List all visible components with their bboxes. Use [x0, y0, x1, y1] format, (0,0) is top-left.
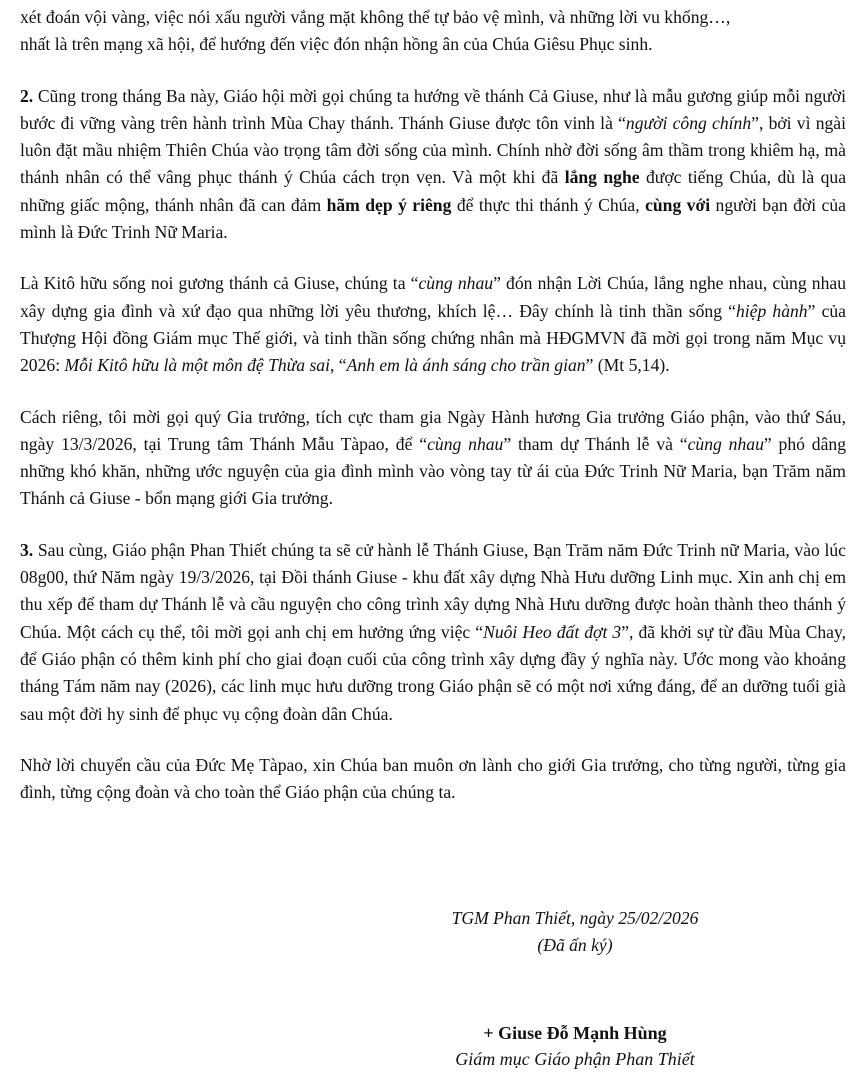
section-number: 3.	[20, 539, 34, 560]
italic-phrase: cùng nhau	[427, 433, 504, 454]
paragraph-pilgrimage	[20, 404, 846, 513]
paragraph-blessing	[20, 752, 846, 807]
text-run: xét đoán vội vàng, việc nói xấu người vắng mặt không thể tự bảo vệ mình, và những lời vu khống…,	[20, 7, 731, 27]
text-run: Sau cùng, Giáo phận Phan Thiết chúng ta sẽ cử hành lễ Thánh Giuse, Bạn Trăm năm Đức Trinh nữ Maria, vào lúc 08g00, thứ Năm ngày 19/3/2026, tại Đồi thánh Giuse - khu đất xây dựng Nhà Hưu dưỡng Linh mục. Xin anh chị em thu xếp để tham dự Thánh lễ và cầu nguyện cho công trình xây dựng Nhà Hưu dưỡng được hoàn thành theo thánh ý Chúa. Một cách cụ thể, tôi mời gọi anh chị em hưởng ứng việc “	[20, 539, 846, 642]
text-run: , “	[330, 355, 347, 376]
bold-phrase: cùng với	[645, 194, 711, 215]
text-run: ” của Thượng Hội đồng Giám mục Thế giới, và tinh thần sống chứng nhân mà HĐGMVN đã mời gọi trong năm Mục vụ 2026:	[20, 300, 846, 376]
section-number: 2.	[20, 85, 34, 106]
text-run: được tiếng Chúa, dù là qua những giấc mộng, thánh nhân đã can đảm	[20, 167, 847, 215]
italic-phrase: hiệp hành	[735, 300, 808, 321]
text-run: ”, bởi vì ngài luôn đặt mầu nhiệm Thiên Chúa vào trọng tâm đời sống của mình. Chính nhờ đời sống âm thầm trong khiêm hạ, mà thánh nhân có thể vâng phục thánh ý Chúa cách trọn vẹn. Và một khi đã	[20, 112, 846, 188]
text-run: Là Kitô hữu sống noi gương thánh cả Giuse, chúng ta “	[20, 273, 419, 294]
paragraph-continuation	[20, 4, 846, 59]
italic-phrase: cùng nhau	[687, 433, 764, 454]
text-run: nhất là trên mạng xã hội, để hướng đến việc đón nhận hồng ân của Chúa Giêsu Phục sinh.	[20, 34, 653, 55]
bold-phrase: hãm dẹp ý riêng	[326, 194, 452, 215]
text-run: ”, đã khởi sự từ đầu Mùa Chay, để Giáo phận có thêm kinh phí cho giai đoạn cuối của công trình xây dựng đầy ý nghĩa này. Ước mong vào khoảng tháng Tám năm nay (2026), các linh mục hưu dưỡng trong Giáo phận sẽ có một nơi xứng đáng, để an dưỡng tuổi già sau một đời hy sinh để phục vụ cộng đoàn dân Chúa.	[20, 621, 846, 724]
italic-phrase: cùng nhau	[418, 273, 494, 294]
text-run: Nhờ lời chuyển cầu của Đức Mẹ Tàpao, xin Chúa ban muôn ơn lành cho giới Gia trưởng, cho từng người, từng gia đình, từng cộng đoàn và cho toàn thể Giáo phận của chúng ta.	[20, 754, 846, 803]
paragraph-christian-life	[20, 270, 846, 379]
text-run: để thực thi thánh ý Chúa,	[451, 194, 646, 215]
signature-name: + Giuse Đỗ Mạnh Hùng	[483, 1023, 667, 1043]
text-run: Cách riêng, tôi mời gọi quý Gia trưởng, tích cực tham gia Ngày Hành hương Gia trưởng Giáo phận, vào thứ Sáu, ngày 13/3/2026, tại Trung tâm Thánh Mẫu Tàpao, để “	[20, 406, 846, 454]
paragraph-section-2	[20, 83, 846, 247]
signature-date: TGM Phan Thiết, ngày 25/02/2026	[451, 908, 699, 928]
italic-phrase: Mỗi Kitô hữu là một môn đệ Thừa sai	[64, 355, 330, 376]
paragraph-section-3	[20, 537, 846, 728]
text-run: Cũng trong tháng Ba này, Giáo hội mời gọi chúng ta hướng về thánh Cả Giuse, như là mẫu gương giúp mỗi người bước đi vững vàng trên hành trình Mùa Chay thánh. Thánh Giuse được tôn vinh là “	[20, 85, 846, 133]
italic-phrase: Nuôi Heo đất đợt 3	[483, 621, 622, 642]
signature-note: (Đã ấn ký)	[537, 935, 613, 955]
text-run: ” phó dâng những khó khăn, những ước nguyện của gia đình mình vào vòng tay từ ái của Đức Trinh Nữ Maria, bạn Trăm năm Thánh cả Giuse - bổn mạng giới Gia trưởng.	[20, 433, 847, 509]
text-run: ” đón nhận Lời Chúa, lắng nghe nhau, cùng nhau xây dựng gia đình và xứ đạo qua những lời yêu thương, khích lệ… Đây chính là tinh thần sống “	[20, 273, 846, 321]
text-run: người bạn đời của mình là Đức Trinh Nữ Maria.	[20, 194, 846, 243]
text-run: ” tham dự Thánh lễ và “	[503, 433, 688, 454]
bold-phrase: lắng nghe	[564, 167, 640, 188]
italic-phrase: người công chính	[625, 112, 752, 133]
italic-phrase: Anh em là ánh sáng cho trần gian	[346, 355, 586, 376]
signature-title: Giám mục Giáo phận Phan Thiết	[455, 1049, 695, 1069]
letter-body	[20, 0, 846, 806]
text-run: ” (Mt 5,14).	[585, 355, 670, 376]
